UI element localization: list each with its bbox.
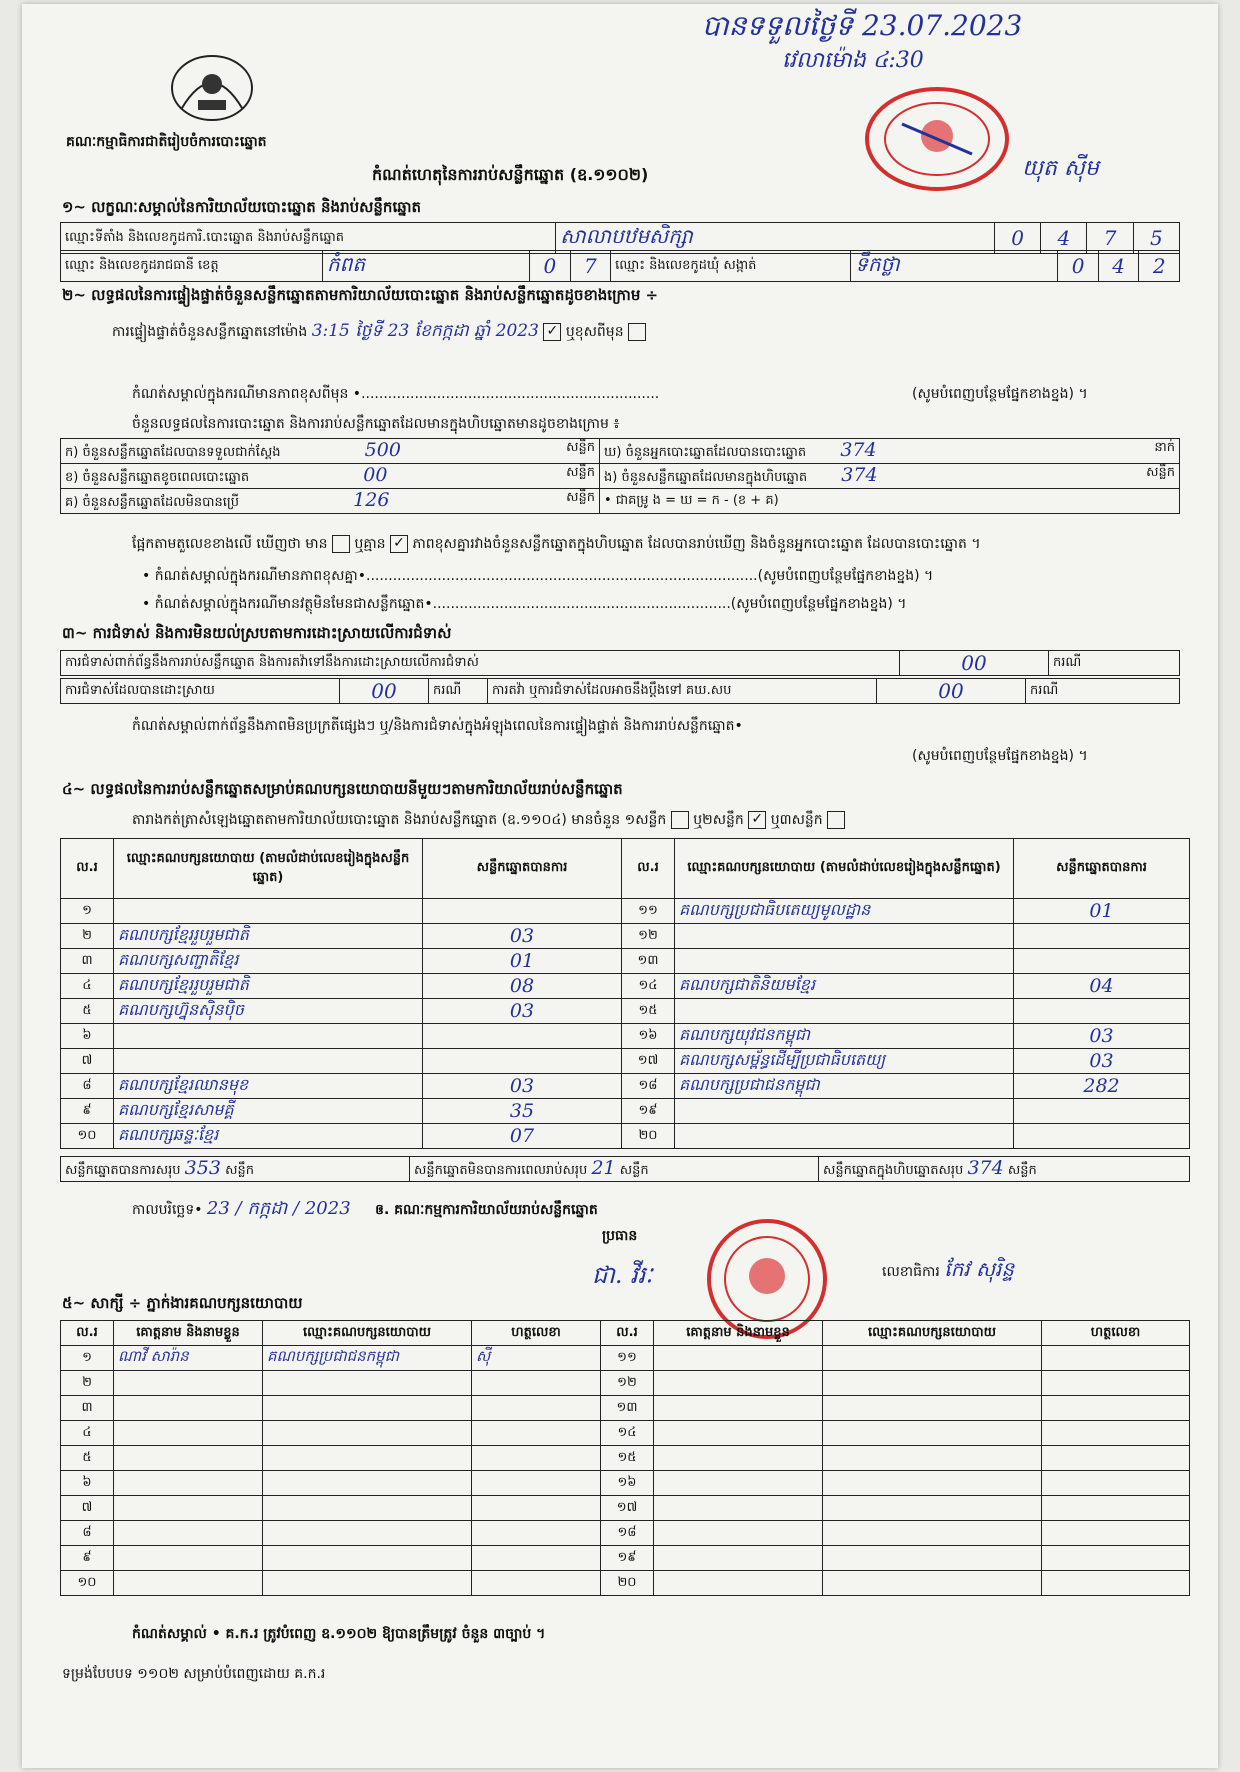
witness-signature[interactable] bbox=[472, 1446, 601, 1471]
section-1-table-row2 bbox=[60, 250, 1180, 282]
witness-name[interactable] bbox=[114, 1396, 263, 1421]
row-number: ១៤ bbox=[601, 1421, 654, 1446]
ballot-count-table bbox=[60, 438, 1180, 514]
witness-party[interactable] bbox=[823, 1571, 1042, 1596]
witness-signature[interactable] bbox=[1042, 1496, 1190, 1521]
witness-party[interactable] bbox=[823, 1446, 1042, 1471]
section-4-intro-text: តារាងកត់ត្រាសំឡេងឆ្នោតតាមការិយាល័យបោះឆ្នោត និងរាប់សន្លឹកឆ្នោត (ឧ.១១០៤) មានចំនួន ១សន្លឹក bbox=[132, 812, 667, 828]
col-sign: ហត្ថលេខា bbox=[472, 1321, 601, 1346]
table-row bbox=[61, 924, 1190, 949]
row-number: ១២ bbox=[622, 924, 675, 949]
unit-label: សន្លឹក bbox=[1146, 465, 1175, 480]
party-votes: 04 bbox=[1014, 974, 1190, 999]
party-name: គណបក្សជាតិនិយមខ្មែរ bbox=[675, 974, 1014, 999]
party-name bbox=[675, 949, 1014, 974]
footer-note: កំណត់សម្គាល់ • គ.ក.រ ត្រូវបំពេញ ឧ.១១០២ ឱ្យបានត្រឹមត្រូវ ចំនួន ៣ច្បាប់ ។ bbox=[132, 1626, 546, 1642]
col-no: ល.រ bbox=[622, 839, 675, 899]
date-label: កាលបរិច្ឆេទ• bbox=[132, 1202, 203, 1218]
witness-signature[interactable] bbox=[1042, 1546, 1190, 1571]
form-sheet bbox=[22, 4, 1218, 1768]
row-number: ៦ bbox=[61, 1024, 114, 1049]
witness-name[interactable] bbox=[654, 1346, 823, 1371]
polling-station-label: ឈ្មោះទីតាំង និងលេខកូដការិ.បោះឆ្នោត និងរាប់សន្លឹកឆ្នោត bbox=[61, 223, 556, 254]
signoff-committee: ឲ. គណៈកម្មការការិយាល័យរាប់សន្លឹកឆ្នោត bbox=[375, 1202, 598, 1218]
col-name: គោត្តនាម និងនាមខ្លួន bbox=[114, 1321, 263, 1346]
row-number: ៦ bbox=[61, 1471, 114, 1496]
witness-table bbox=[60, 1320, 1190, 1596]
table-row bbox=[61, 974, 1190, 999]
witness-signature[interactable] bbox=[1042, 1571, 1190, 1596]
party-name: គណបក្សខ្មែររួបរួមជាតិ bbox=[114, 974, 423, 999]
witness-name[interactable] bbox=[654, 1446, 823, 1471]
witness-signature[interactable] bbox=[472, 1571, 601, 1596]
witness-name[interactable] bbox=[114, 1521, 263, 1546]
witness-party[interactable] bbox=[823, 1496, 1042, 1521]
complaints-table-row2 bbox=[60, 678, 1180, 704]
col-no: ល.រ bbox=[601, 1321, 654, 1346]
row-number: ១៥ bbox=[622, 999, 675, 1024]
party-name: គណបក្សសញ្ជាតិខ្មែរ bbox=[114, 949, 423, 974]
party-results-table bbox=[60, 838, 1190, 1149]
commune-code-digit: 0 bbox=[1058, 251, 1099, 282]
official-stamp-icon bbox=[862, 84, 1012, 194]
party-votes: 03 bbox=[1014, 1049, 1190, 1074]
sealed-checkbox[interactable]: ✓ bbox=[543, 323, 561, 341]
party-name: គណបក្សសម្ព័ន្ធដើម្បីប្រជាធិបតេយ្យ bbox=[675, 1049, 1014, 1074]
party-votes bbox=[423, 1049, 622, 1074]
col-party: ឈ្មោះគណបក្សនយោបាយ bbox=[263, 1321, 472, 1346]
unit-label: នាក់ bbox=[1154, 440, 1175, 455]
witness-party[interactable]: គណបក្សប្រជាជនកម្ពុជា bbox=[263, 1346, 472, 1371]
unit-label: សន្លឹក bbox=[619, 1163, 649, 1178]
row-number: ៣ bbox=[61, 949, 114, 974]
party-votes: 08 bbox=[423, 974, 622, 999]
row-number: ៥ bbox=[61, 1446, 114, 1471]
total-box-value: 374 bbox=[967, 1157, 1004, 1179]
table-row bbox=[61, 899, 1190, 924]
witness-party[interactable] bbox=[823, 1471, 1042, 1496]
row-number: ៧ bbox=[61, 1496, 114, 1521]
date-value: 23 / កក្កដា / 2023 bbox=[206, 1198, 351, 1219]
party-votes bbox=[1014, 949, 1190, 974]
witness-party[interactable] bbox=[263, 1496, 472, 1521]
secretary-name: កែវ សុរិន្ទ bbox=[944, 1257, 1015, 1281]
party-name bbox=[675, 1099, 1014, 1124]
witness-signature[interactable] bbox=[472, 1421, 601, 1446]
row-number: ២ bbox=[61, 1371, 114, 1396]
witness-party[interactable] bbox=[823, 1421, 1042, 1446]
unit-label: សន្លឹក bbox=[566, 490, 595, 505]
opt2-label: ឬ២សន្លឹក bbox=[693, 812, 744, 828]
row-number: ១១ bbox=[601, 1346, 654, 1371]
col-party: ឈ្មោះគណបក្សនយោបាយ (តាមលំដាប់លេខរៀងក្នុងសន្លឹកឆ្នោត) bbox=[114, 839, 423, 899]
row-number: ១៩ bbox=[601, 1546, 654, 1571]
row-number: ៤ bbox=[61, 1421, 114, 1446]
unit-label: សន្លឹក bbox=[566, 465, 595, 480]
row-number: ១៣ bbox=[622, 949, 675, 974]
sheet-2-checkbox[interactable]: ✓ bbox=[748, 811, 766, 829]
party-name: គណបក្សហ្វ៊ុនស៊ិនប៉ិច bbox=[114, 999, 423, 1024]
station-code-digit: 0 bbox=[994, 223, 1040, 254]
sheet-1-checkbox[interactable] bbox=[671, 811, 689, 829]
party-votes: 282 bbox=[1014, 1074, 1190, 1099]
witness-name[interactable] bbox=[654, 1571, 823, 1596]
row-number: ៥ bbox=[61, 999, 114, 1024]
table-row bbox=[61, 1024, 1190, 1049]
commune-code-digit: 4 bbox=[1098, 251, 1139, 282]
party-votes bbox=[1014, 924, 1190, 949]
witness-name[interactable] bbox=[654, 1421, 823, 1446]
table-row bbox=[61, 1471, 1190, 1496]
commune-code-digit: 2 bbox=[1139, 251, 1180, 282]
section-2-datetime: 3:15 ថ្ងៃទី 23 ខែកក្កដា ឆ្នាំ 2023 bbox=[311, 321, 539, 341]
row-number: ៩ bbox=[61, 1546, 114, 1571]
side-note: យុត ស៊ីម bbox=[1022, 156, 1099, 181]
party-name: គណបក្សឆន្ទៈខ្មែរ bbox=[114, 1124, 423, 1149]
resolved-value: 00 bbox=[340, 679, 429, 704]
total-valid-label: សន្លឹកឆ្នោតបានការសរុប bbox=[65, 1163, 181, 1178]
diff-note: • កំណត់សម្គាល់ក្នុងករណីមានភាពខុសគ្នា•........................................................................................(សូមបំពេញបន្ថែមផ្នែកខាងខ្នង) ។ bbox=[142, 568, 934, 584]
row-number: ១៩ bbox=[622, 1099, 675, 1124]
total-invalid-label: សន្លឹកឆ្នោតមិនបានការពេលរាប់សរុប bbox=[414, 1163, 588, 1178]
appeal-value: 00 bbox=[877, 679, 1026, 704]
chairman-signature: ជា. វីរៈ bbox=[592, 1261, 653, 1289]
footer-form-ref: ទម្រង់បែបបទ ១១០២ សម្រាប់បំពេញដោយ គ.ក.រ bbox=[62, 1666, 326, 1682]
row-c-value: 126 bbox=[353, 489, 390, 511]
witness-signature[interactable] bbox=[1042, 1446, 1190, 1471]
party-name bbox=[675, 1124, 1014, 1149]
witness-party[interactable] bbox=[263, 1396, 472, 1421]
row-number: ១៦ bbox=[622, 1024, 675, 1049]
witness-party[interactable] bbox=[263, 1546, 472, 1571]
table-row bbox=[61, 1521, 1190, 1546]
section-4-intro bbox=[132, 810, 845, 831]
section-3-note: កំណត់សម្គាល់ពាក់ព័ន្ធនឹងភាពមិនប្រក្រតីផ្សេងៗ ឬ/និងការជំទាស់ក្នុងអំឡុងពេលនៃការផ្ទៀងផ្ទាត់ និងការរាប់សន្លឹកឆ្នោត• bbox=[132, 718, 743, 734]
count-intro: ចំនួនលទ្ធផលនៃការបោះឆ្នោត និងការរាប់សន្លឹកឆ្នោតដែលមានក្នុងហិបឆ្នោតមានដូចខាងក្រោម ៖ bbox=[132, 416, 620, 432]
irregular-note-label: កំណត់សម្គាល់ក្នុងករណីមានភាពខុសពីមុន •................................................................... bbox=[132, 386, 660, 402]
witness-signature[interactable] bbox=[1042, 1471, 1190, 1496]
table-row bbox=[61, 1421, 1190, 1446]
resolved-label: ការជំទាស់ដែលបានដោះស្រាយ bbox=[61, 679, 340, 704]
witness-party[interactable] bbox=[263, 1421, 472, 1446]
received-time-note: វេលាម៉ោង ៤:30 bbox=[782, 48, 924, 73]
table-row bbox=[61, 1074, 1190, 1099]
row-number: ១០ bbox=[61, 1124, 114, 1149]
table-row bbox=[61, 1496, 1190, 1521]
complaints-table bbox=[60, 650, 1180, 676]
section-3-title: ៣~ ការជំទាស់ និងការមិនយល់ស្របតាមការដោះស្រាយលើការជំទាស់ bbox=[62, 624, 452, 642]
row-number: ១៨ bbox=[622, 1074, 675, 1099]
secretary-label: លេខាធិការ bbox=[882, 1264, 940, 1280]
row-e-label: ង) ចំនួនសន្លឹកឆ្នោតដែលមានក្នុងហិបឆ្នោត bbox=[604, 470, 808, 485]
unit-label: ករណី bbox=[1049, 651, 1180, 676]
party-votes: 03 bbox=[423, 924, 622, 949]
witness-party[interactable] bbox=[823, 1346, 1042, 1371]
witness-party[interactable] bbox=[263, 1371, 472, 1396]
party-votes bbox=[423, 1024, 622, 1049]
party-votes: 07 bbox=[423, 1124, 622, 1149]
witness-signature[interactable]: ស៊ី bbox=[472, 1346, 601, 1371]
witness-name[interactable] bbox=[114, 1546, 263, 1571]
received-date-note: បានទទួលថ្ងៃទី 23.07.2023 bbox=[702, 9, 1023, 42]
row-number: ១៨ bbox=[601, 1521, 654, 1546]
total-box-label: សន្លឹកឆ្នោតក្នុងហិបឆ្នោតសរុប bbox=[823, 1163, 964, 1178]
row-c-label: គ) ចំនួនសន្លឹកឆ្នោតដែលមិនបានប្រើ bbox=[65, 495, 239, 510]
polling-station-value: សាលាបឋមសិក្សា bbox=[556, 223, 995, 254]
party-name bbox=[675, 999, 1014, 1024]
sealed-label: ឬខុសពីមុន bbox=[565, 324, 624, 340]
col-no: ល.រ bbox=[61, 1321, 114, 1346]
section-5-title: ៥~ សាក្សី ÷ ភ្នាក់ងារគណបក្សនយោបាយ bbox=[62, 1294, 303, 1312]
station-code-digit: 7 bbox=[1087, 223, 1133, 254]
witness-name[interactable] bbox=[114, 1446, 263, 1471]
witness-name[interactable] bbox=[654, 1396, 823, 1421]
compare-none-label: ឬគ្មាន bbox=[354, 536, 386, 552]
witness-signature[interactable] bbox=[472, 1396, 601, 1421]
party-name: គណបក្សប្រជាធិបតេយ្យមូលដ្ឋាន bbox=[675, 899, 1014, 924]
table-row bbox=[61, 949, 1190, 974]
witness-name[interactable] bbox=[654, 1471, 823, 1496]
sheet-3-checkbox[interactable] bbox=[827, 811, 845, 829]
col-name: គោត្តនាម និងនាមខ្លួន bbox=[654, 1321, 823, 1346]
party-votes bbox=[1014, 999, 1190, 1024]
compare-prefix: ផ្អែកតាមតួលេខខាងលើ ឃើញថា មាន bbox=[132, 536, 328, 552]
table-row bbox=[61, 999, 1190, 1024]
row-number: ៣ bbox=[61, 1396, 114, 1421]
witness-signature[interactable] bbox=[472, 1496, 601, 1521]
col-no: ល.រ bbox=[61, 839, 114, 899]
party-name: គណបក្សខ្មែរសាមគ្គី bbox=[114, 1099, 423, 1124]
section-2-paragraph bbox=[112, 316, 1192, 347]
witness-signature[interactable] bbox=[1042, 1371, 1190, 1396]
witness-signature[interactable] bbox=[1042, 1346, 1190, 1371]
party-votes: 01 bbox=[1014, 899, 1190, 924]
witness-signature[interactable] bbox=[472, 1521, 601, 1546]
witness-party[interactable] bbox=[823, 1521, 1042, 1546]
province-code-digit: 0 bbox=[530, 251, 571, 282]
unit-label: ករណី bbox=[1026, 679, 1180, 704]
col-party: ឈ្មោះគណបក្សនយោបាយ bbox=[823, 1321, 1042, 1346]
table-row bbox=[61, 1571, 1190, 1596]
col-votes: សន្លឹកឆ្នោតបានការ bbox=[1014, 839, 1190, 899]
province-code-digit: 7 bbox=[570, 251, 611, 282]
witness-name[interactable] bbox=[114, 1471, 263, 1496]
row-number: ១០ bbox=[61, 1571, 114, 1596]
party-votes: 03 bbox=[1014, 1024, 1190, 1049]
fill-extra-note-3: (សូមបំពេញបន្ថែមផ្នែកខាងខ្នង) ។ bbox=[912, 748, 1088, 764]
row-d-label: ឃ) ចំនួនអ្នកបោះឆ្នោតដែលបានបោះឆ្នោត bbox=[604, 445, 807, 460]
total-valid-value: 353 bbox=[184, 1157, 221, 1179]
witness-name[interactable] bbox=[114, 1421, 263, 1446]
committee-name: គណៈកម្មាធិការជាតិរៀបចំការបោះឆ្នោត bbox=[66, 134, 267, 150]
row-a-label: ក) ចំនួនសន្លឹកឆ្នោតដែលបានទទួលជាក់ស្តែង bbox=[65, 445, 281, 460]
party-votes bbox=[423, 899, 622, 924]
witness-party[interactable] bbox=[823, 1546, 1042, 1571]
row-number: ១ bbox=[61, 1346, 114, 1371]
section-2-title: ២~ លទ្ធផលនៃការផ្ទៀងផ្ទាត់ចំនួនសន្លឹកឆ្នោតតាមការិយាល័យបោះឆ្នោត និងរាប់សន្លឹកឆ្នោតដូចខាងក្រោម ÷ bbox=[62, 286, 659, 304]
opt3-label: ឬ៣សន្លឹក bbox=[770, 812, 823, 828]
table-row bbox=[61, 1099, 1190, 1124]
party-votes: 03 bbox=[423, 999, 622, 1024]
witness-signature[interactable] bbox=[472, 1371, 601, 1396]
row-number: ៧ bbox=[61, 1049, 114, 1074]
invalid-note: • កំណត់សម្គាល់ក្នុងករណីមានវត្ថុមិនមែនជាសន្លឹកឆ្នោត•...................................................................(សូមបំពេញបន្ថែមផ្នែកខាងខ្នង) ។ bbox=[142, 596, 907, 612]
no-diff-checkbox[interactable]: ✓ bbox=[390, 535, 408, 553]
party-votes bbox=[1014, 1124, 1190, 1149]
col-party: ឈ្មោះគណបក្សនយោបាយ (តាមលំដាប់លេខរៀងក្នុងសន្លឹកឆ្នោត) bbox=[675, 839, 1014, 899]
witness-name[interactable] bbox=[114, 1571, 263, 1596]
row-number: ៨ bbox=[61, 1074, 114, 1099]
table-row bbox=[61, 1396, 1190, 1421]
row-number: ៨ bbox=[61, 1521, 114, 1546]
province-value: កំពត bbox=[322, 251, 529, 282]
row-number: ១៥ bbox=[601, 1446, 654, 1471]
unit-label: សន្លឹក bbox=[225, 1163, 254, 1178]
row-number: ១២ bbox=[601, 1371, 654, 1396]
party-name: គណបក្សខ្មែររួបរួមជាតិ bbox=[114, 924, 423, 949]
nec-emblem-icon bbox=[162, 48, 262, 128]
row-number: ២០ bbox=[601, 1571, 654, 1596]
row-e-value: 374 bbox=[841, 464, 878, 486]
row-number: ១ bbox=[61, 899, 114, 924]
section-2-intro: ការផ្ទៀងផ្ទាត់ចំនួនសន្លឹកឆ្នោតនៅម៉ោង bbox=[112, 324, 308, 340]
witness-name[interactable] bbox=[654, 1521, 823, 1546]
party-name bbox=[114, 1024, 423, 1049]
formula-text: • ជាគម្រូ ង = ឃ = ក - (ខ + គ) bbox=[600, 489, 1180, 514]
row-number: ១៦ bbox=[601, 1471, 654, 1496]
witness-signature[interactable] bbox=[1042, 1521, 1190, 1546]
row-number: ២០ bbox=[622, 1124, 675, 1149]
party-name bbox=[675, 924, 1014, 949]
row-b-label: ខ) ចំនួនសន្លឹកឆ្នោតខូចពេលបោះឆ្នោត bbox=[65, 470, 250, 485]
party-votes: 03 bbox=[423, 1074, 622, 1099]
witness-name[interactable] bbox=[654, 1371, 823, 1396]
witness-party[interactable] bbox=[823, 1371, 1042, 1396]
witness-signature[interactable] bbox=[1042, 1421, 1190, 1446]
chairman-label: ប្រធាន bbox=[602, 1228, 638, 1244]
witness-name[interactable] bbox=[114, 1496, 263, 1521]
row-number: ១៤ bbox=[622, 974, 675, 999]
witness-party[interactable] bbox=[263, 1571, 472, 1596]
station-code-digit: 5 bbox=[1133, 223, 1179, 254]
party-name: គណបក្សប្រជាជនកម្ពុជា bbox=[675, 1074, 1014, 1099]
witness-party[interactable] bbox=[263, 1446, 472, 1471]
witness-name[interactable]: ណាវី សារ៉ាន bbox=[114, 1346, 263, 1371]
date-line bbox=[132, 1196, 598, 1223]
table-row bbox=[61, 1546, 1190, 1571]
table-row bbox=[61, 1049, 1190, 1074]
witness-party[interactable] bbox=[263, 1471, 472, 1496]
party-name bbox=[114, 1049, 423, 1074]
unit-label: សន្លឹក bbox=[566, 440, 595, 455]
row-number: ២ bbox=[61, 924, 114, 949]
witness-name[interactable] bbox=[654, 1546, 823, 1571]
fill-extra-note: (សូមបំពេញបន្ថែមផ្នែកខាងខ្នង) ។ bbox=[912, 386, 1088, 402]
party-votes: 01 bbox=[423, 949, 622, 974]
not-sealed-checkbox[interactable] bbox=[628, 323, 646, 341]
totals-row bbox=[60, 1156, 1190, 1182]
section-4-title: ៤~ លទ្ធផលនៃការរាប់សន្លឹកឆ្នោតសម្រាប់គណបក្សនយោបាយនីមួយៗតាមការិយាល័យរាប់សន្លឹកឆ្នោត bbox=[62, 780, 623, 798]
unit-label: សន្លឹក bbox=[1007, 1163, 1037, 1178]
party-name: គណបក្សយុវជនកម្ពុជា bbox=[675, 1024, 1014, 1049]
row-b-value: 00 bbox=[363, 464, 388, 486]
witness-signature[interactable] bbox=[1042, 1396, 1190, 1421]
row-number: ១៣ bbox=[601, 1396, 654, 1421]
complaint-row1-label: ការជំទាស់ពាក់ព័ន្ធនឹងការរាប់សន្លឹកឆ្នោត និងការតវ៉ាទៅនឹងការដោះស្រាយលើការជំទាស់ bbox=[61, 651, 900, 676]
province-label: ឈ្មោះ និងលេខកូដរាជធានី ខេត្ត bbox=[61, 251, 323, 282]
col-votes: សន្លឹកឆ្នោតបានការ bbox=[423, 839, 622, 899]
complaint-row1-value: 00 bbox=[900, 651, 1049, 676]
total-invalid-value: 21 bbox=[591, 1157, 616, 1179]
col-sign: ហត្ថលេខា bbox=[1042, 1321, 1190, 1346]
party-votes bbox=[1014, 1099, 1190, 1124]
compare-text: ភាពខុសគ្នារវាងចំនួនសន្លឹកឆ្នោតក្នុងហិបឆ្នោត ដែលបានរាប់ឃើញ និងចំនួនអ្នកបោះឆ្នោត ដែលបានបោះឆ្នោត ។ bbox=[412, 536, 981, 552]
table-row bbox=[61, 1371, 1190, 1396]
row-number: ១៧ bbox=[601, 1496, 654, 1521]
row-number: ១៧ bbox=[622, 1049, 675, 1074]
party-votes: 35 bbox=[423, 1099, 622, 1124]
witness-name[interactable] bbox=[654, 1496, 823, 1521]
secretary-line bbox=[882, 1256, 1014, 1286]
witness-name[interactable] bbox=[114, 1371, 263, 1396]
table-row bbox=[61, 1446, 1190, 1471]
row-d-value: 374 bbox=[840, 439, 877, 461]
appeal-label: ការតវ៉ា ឬការជំទាស់ដែលអាចនឹងប្តឹងទៅ គឃ.សប bbox=[488, 679, 877, 704]
witness-signature[interactable] bbox=[472, 1546, 601, 1571]
form-title: កំណត់ហេតុនៃការរាប់សន្លឹកឆ្នោត (ឧ.១១០២) bbox=[372, 165, 649, 184]
row-a-value: 500 bbox=[364, 439, 401, 461]
table-row bbox=[61, 1346, 1190, 1371]
commune-value: ទឹកថ្លា bbox=[851, 251, 1058, 282]
unit-label: ករណី bbox=[429, 679, 488, 704]
commune-label: ឈ្មោះ និងលេខកូដឃុំ សង្កាត់ bbox=[611, 251, 851, 282]
party-name: គណបក្សខ្មែរឈានមុខ bbox=[114, 1074, 423, 1099]
station-code-digit: 4 bbox=[1041, 223, 1087, 254]
party-name bbox=[114, 899, 423, 924]
section-1-title: ១~ លក្ខណៈសម្គាល់នៃការិយាល័យបោះឆ្នោត និងរាប់សន្លឹកឆ្នោត bbox=[62, 198, 422, 216]
witness-signature[interactable] bbox=[472, 1471, 601, 1496]
row-number: ៩ bbox=[61, 1099, 114, 1124]
comparison-line bbox=[132, 534, 981, 555]
has-diff-checkbox[interactable] bbox=[332, 535, 350, 553]
table-row bbox=[61, 1124, 1190, 1149]
row-number: ៤ bbox=[61, 974, 114, 999]
witness-party[interactable] bbox=[263, 1521, 472, 1546]
row-number: ១១ bbox=[622, 899, 675, 924]
witness-party[interactable] bbox=[823, 1396, 1042, 1421]
